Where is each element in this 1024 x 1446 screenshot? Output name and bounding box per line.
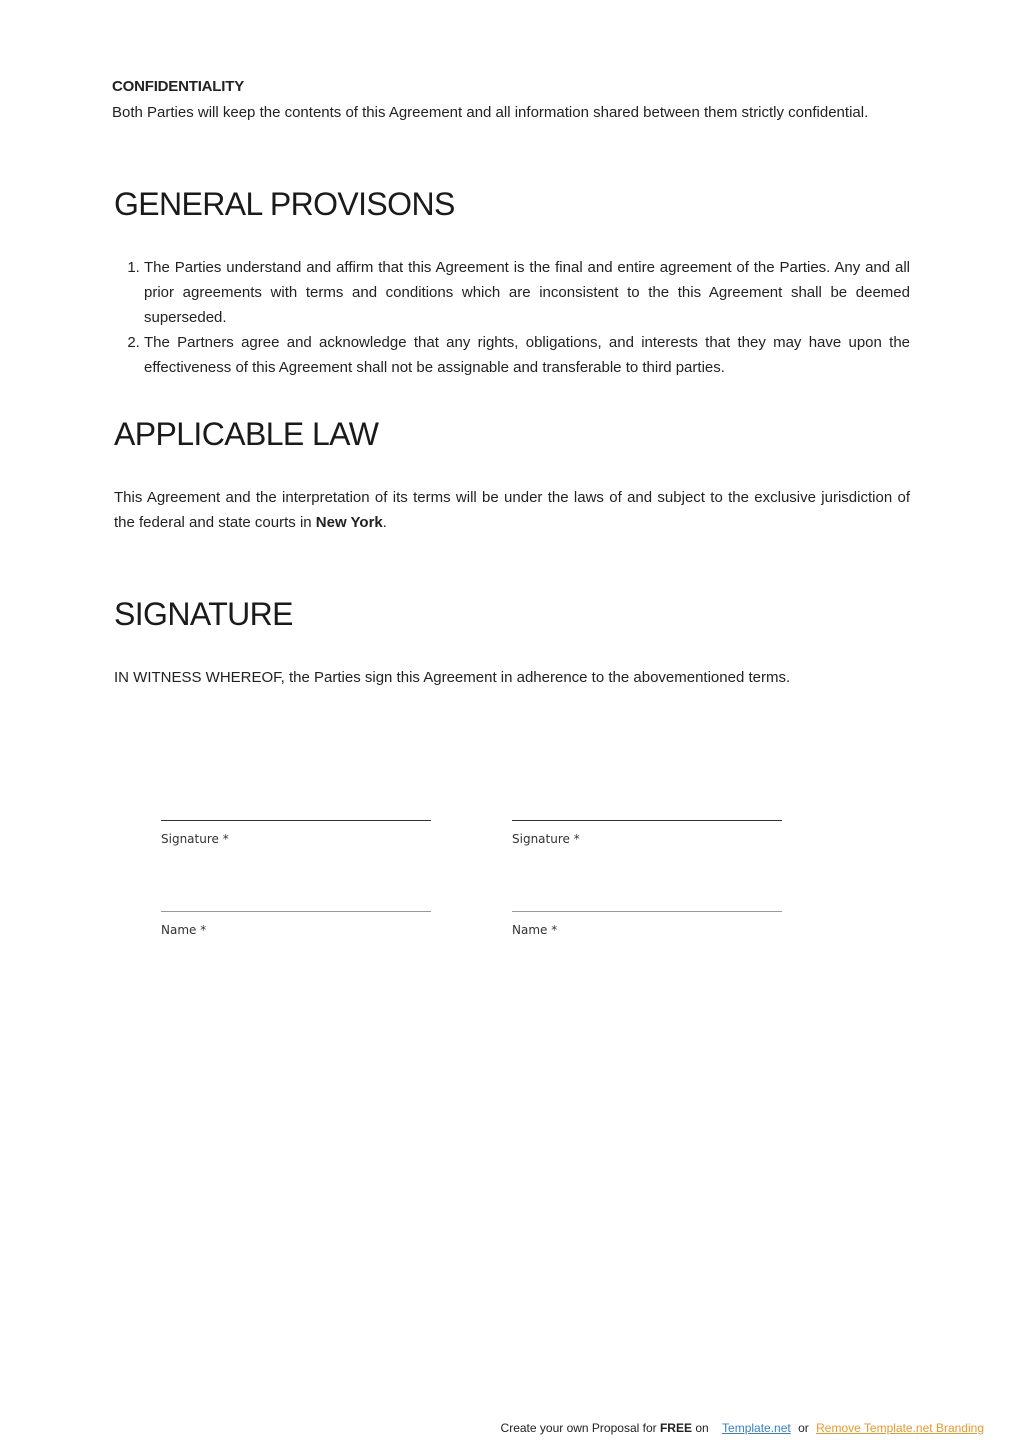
signature-heading: SIGNATURE [114,596,293,632]
right-name-field[interactable] [512,911,782,937]
confidentiality-body: Both Parties will keep the contents of this Agreement and all information shared between them strictly confidential. [112,104,869,121]
remove-branding-link[interactable]: Remove Template.net Branding [816,1421,984,1435]
applicable-law-text: This Agreement and the interpretation of its terms will be under the laws of and subject to the exclusive jurisdiction of the federal and state courts in [114,489,910,531]
provision-item: 1. The Parties understand and affirm that this Agreement is the final and entire agreement of the Parties. Any and all prior agreements with terms and conditions which are inconsistent to the this Agreement shall be deemed superseded. [144,255,910,330]
witness-statement: IN WITNESS WHEREOF, the Parties sign this Agreement in adherence to the abovementioned terms. [114,669,791,686]
general-provisions-list [114,255,910,380]
name-line [161,911,431,912]
footer-on: on [695,1421,709,1435]
applicable-law-end: . [382,514,387,531]
left-signature-field[interactable] [161,820,431,846]
confidentiality-title: CONFIDENTIALITY [112,78,244,95]
right-signature-field[interactable] [512,820,782,846]
footer-prefix: Create your own Proposal for [500,1421,660,1435]
footer-or: or [798,1421,809,1435]
left-name-field[interactable] [161,911,431,937]
signature-line [512,820,782,821]
signature-label: Signature * [512,832,580,846]
branding-footer [501,1420,984,1436]
general-provisions-heading: GENERAL PROVISONS [114,186,455,222]
applicable-law-body [114,485,910,535]
name-label: Name * [161,923,207,937]
name-line [512,911,782,912]
provision-item: 2. The Partners agree and acknowledge that any rights, obligations, and interests that they may have upon the effectiveness of this Agreement shall not be assignable and transferable to third parties. [144,330,910,380]
footer-free: FREE [659,1421,692,1435]
jurisdiction-location: New York [315,514,383,531]
applicable-law-heading: APPLICABLE LAW [114,416,379,452]
confidentiality-section [112,77,912,125]
template-net-link[interactable]: Template.net [722,1421,791,1435]
signature-line [161,820,431,821]
name-label: Name * [512,923,558,937]
signature-label: Signature * [161,832,229,846]
